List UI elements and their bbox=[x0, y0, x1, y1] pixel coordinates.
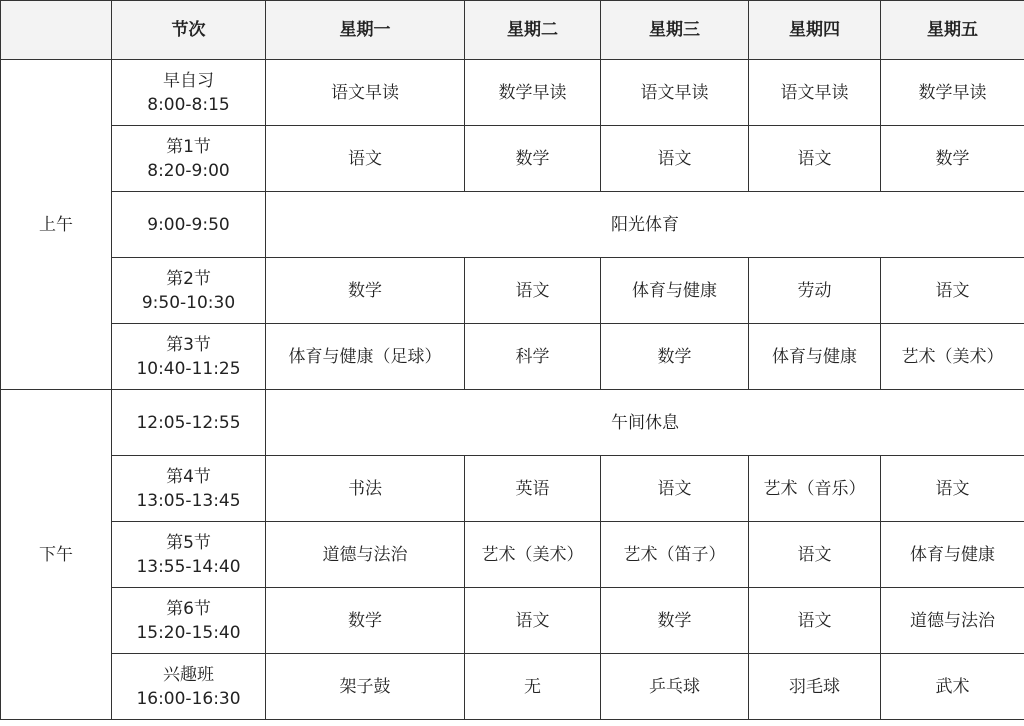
subject-cell: 艺术（音乐） bbox=[749, 456, 881, 522]
subject-cell: 劳动 bbox=[749, 258, 881, 324]
table-row bbox=[1, 192, 1024, 258]
header-day-friday: 星期五 bbox=[881, 1, 1024, 60]
subject-cell: 语文早读 bbox=[601, 60, 749, 126]
subject-cell: 语文 bbox=[266, 126, 465, 192]
subject-cell: 语文 bbox=[601, 456, 749, 522]
subject-cell: 语文 bbox=[749, 522, 881, 588]
subject-cell: 道德与法治 bbox=[881, 588, 1024, 654]
period-cell bbox=[112, 258, 266, 324]
period-time: 12:05-12:55 bbox=[136, 412, 241, 433]
table-row bbox=[1, 390, 1024, 456]
period-time: 9:00-9:50 bbox=[147, 214, 230, 235]
period-cell bbox=[112, 522, 266, 588]
subject-cell: 数学 bbox=[601, 324, 749, 390]
subject-cell: 语文 bbox=[881, 456, 1024, 522]
subject-cell: 体育与健康 bbox=[601, 258, 749, 324]
header-day-wednesday: 星期三 bbox=[601, 1, 749, 60]
period-time: 16:00-16:30 bbox=[136, 688, 241, 709]
subject-cell: 体育与健康（足球） bbox=[266, 324, 465, 390]
period-cell bbox=[112, 588, 266, 654]
subject-cell: 体育与健康 bbox=[881, 522, 1024, 588]
subject-cell: 艺术（笛子） bbox=[601, 522, 749, 588]
subject-cell: 艺术（美术） bbox=[465, 522, 601, 588]
subject-cell: 数学早读 bbox=[881, 60, 1024, 126]
subject-cell: 书法 bbox=[266, 456, 465, 522]
subject-cell: 数学 bbox=[266, 258, 465, 324]
period-name: 早自习 bbox=[163, 70, 214, 91]
period-name: 第2节 bbox=[166, 268, 211, 289]
subject-cell: 语文 bbox=[465, 588, 601, 654]
subject-cell: 科学 bbox=[465, 324, 601, 390]
subject-cell: 体育与健康 bbox=[749, 324, 881, 390]
subject-cell: 道德与法治 bbox=[266, 522, 465, 588]
period-cell bbox=[112, 192, 266, 258]
subject-cell: 语文早读 bbox=[266, 60, 465, 126]
subject-cell: 武术 bbox=[881, 654, 1024, 720]
period-time: 10:40-11:25 bbox=[136, 358, 241, 379]
table-row bbox=[1, 456, 1024, 522]
header-day-monday: 星期一 bbox=[266, 1, 465, 60]
subject-cell: 语文 bbox=[749, 126, 881, 192]
period-name: 第6节 bbox=[166, 598, 211, 619]
period-time: 15:20-15:40 bbox=[136, 622, 241, 643]
period-cell bbox=[112, 60, 266, 126]
subject-cell: 数学早读 bbox=[465, 60, 601, 126]
table-row bbox=[1, 60, 1024, 126]
subject-cell: 架子鼓 bbox=[266, 654, 465, 720]
subject-cell: 数学 bbox=[601, 588, 749, 654]
period-time: 8:20-9:00 bbox=[147, 160, 230, 181]
header-day-thursday: 星期四 bbox=[749, 1, 881, 60]
period-cell bbox=[112, 390, 266, 456]
subject-cell: 语文 bbox=[749, 588, 881, 654]
period-name: 第5节 bbox=[166, 532, 211, 553]
subject-cell: 语文 bbox=[601, 126, 749, 192]
table-row bbox=[1, 258, 1024, 324]
subject-cell: 数学 bbox=[266, 588, 465, 654]
header-day-tuesday: 星期二 bbox=[465, 1, 601, 60]
period-cell bbox=[112, 456, 266, 522]
period-cell bbox=[112, 324, 266, 390]
subject-cell: 羽毛球 bbox=[749, 654, 881, 720]
period-name: 第4节 bbox=[166, 466, 211, 487]
period-name: 兴趣班 bbox=[163, 664, 214, 685]
period-cell bbox=[112, 654, 266, 720]
subject-cell: 语文早读 bbox=[749, 60, 881, 126]
subject-cell: 语文 bbox=[465, 258, 601, 324]
period-time: 9:50-10:30 bbox=[141, 292, 236, 313]
table-row bbox=[1, 126, 1024, 192]
period-cell bbox=[112, 126, 266, 192]
period-time: 13:05-13:45 bbox=[136, 490, 241, 511]
period-time: 8:00-8:15 bbox=[147, 94, 230, 115]
period-time: 13:55-14:40 bbox=[136, 556, 241, 577]
period-name: 第1节 bbox=[166, 136, 211, 157]
subject-cell: 语文 bbox=[881, 258, 1024, 324]
spanning-activity-cell: 午间休息 bbox=[266, 390, 1024, 456]
subject-cell: 艺术（美术） bbox=[881, 324, 1024, 390]
section-morning-cell: 上午 bbox=[1, 60, 112, 390]
subject-cell: 英语 bbox=[465, 456, 601, 522]
subject-cell: 无 bbox=[465, 654, 601, 720]
spanning-activity-cell: 阳光体育 bbox=[266, 192, 1024, 258]
section-afternoon-cell: 下午 bbox=[1, 390, 112, 720]
header-row bbox=[1, 1, 1024, 60]
subject-cell: 数学 bbox=[465, 126, 601, 192]
subject-cell: 乒乓球 bbox=[601, 654, 749, 720]
table-row bbox=[1, 522, 1024, 588]
header-corner-cell bbox=[1, 1, 112, 60]
table-row bbox=[1, 324, 1024, 390]
subject-cell: 数学 bbox=[881, 126, 1024, 192]
period-name: 第3节 bbox=[166, 334, 211, 355]
table-row bbox=[1, 654, 1024, 720]
header-period-cell: 节次 bbox=[112, 1, 266, 60]
table-row bbox=[1, 588, 1024, 654]
